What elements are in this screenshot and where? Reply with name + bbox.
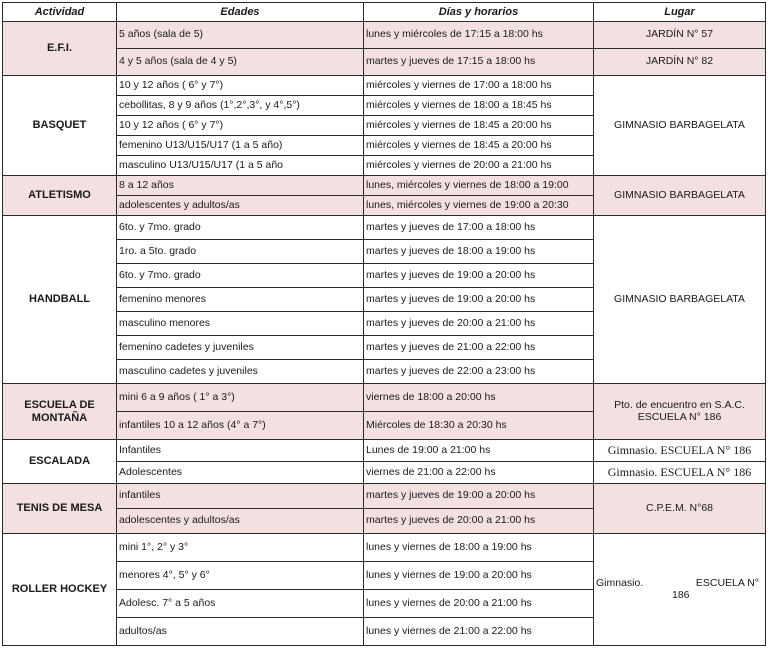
table-row (3, 49, 766, 76)
edad-cell: cebollitas, 8 y 9 años (1°,2°,3°, y 4°,5°) (117, 96, 364, 116)
edad-cell: 6to. y 7mo. grado (117, 216, 364, 240)
header-lugar: Lugar (594, 3, 766, 22)
lugar-cell: Gimnasio. ESCUELA N° 186 (594, 440, 766, 462)
horario-cell: martes y jueves de 19:00 a 20:00 hs (364, 264, 594, 288)
edad-cell: Adolescentes (117, 462, 364, 484)
edad-cell: 10 y 12 años ( 6° y 7°) (117, 76, 364, 96)
edad-cell: femenino cadetes y juveniles (117, 336, 364, 360)
table-row (3, 176, 766, 196)
lugar-cell: JARDÍN N° 82 (594, 49, 766, 76)
lugar-roller-hockey (594, 534, 766, 646)
horario-cell: martes y jueves de 18:00 a 19:00 hs (364, 240, 594, 264)
edad-cell: infantiles (117, 484, 364, 509)
lugar-atletismo: GIMNASIO BARBAGELATA (594, 176, 766, 216)
horario-cell: martes y jueves de 17:15 a 18:00 hs (364, 49, 594, 76)
lugar-basquet: GIMNASIO BARBAGELATA (594, 76, 766, 176)
horario-cell: martes y jueves de 17:00 a 18:00 hs (364, 216, 594, 240)
edad-cell: menores 4°, 5° y 6° (117, 562, 364, 590)
lugar-roller-number: 186 (672, 588, 690, 601)
edad-cell: infantiles 10 a 12 años (4° a 7°) (117, 412, 364, 440)
horario-cell: martes y jueves de 19:00 a 20:00 hs (364, 484, 594, 509)
activity-efi: E.F.I. (3, 22, 117, 76)
lugar-montana: Pto. de encuentro en S.A.C. ESCUELA N° 186 (594, 384, 766, 440)
activity-atletismo: ATLETISMO (3, 176, 117, 216)
edad-cell: Infantiles (117, 440, 364, 462)
horario-cell: miércoles y viernes de 18:45 a 20:00 hs (364, 136, 594, 156)
table-row (3, 484, 766, 509)
edad-cell: masculino cadetes y juveniles (117, 360, 364, 384)
header-dias-horarios: Días y horarios (364, 3, 594, 22)
horario-cell: martes y jueves de 19:00 a 20:00 hs (364, 288, 594, 312)
header-actividad: Actividad (3, 3, 117, 22)
edad-cell: adolescentes y adultos/as (117, 196, 364, 216)
schedule-table (2, 2, 766, 646)
edad-cell: Adolesc. 7° a 5 años (117, 590, 364, 618)
horario-cell: Lunes de 19:00 a 21:00 hs (364, 440, 594, 462)
activity-escalada: ESCALADA (3, 440, 117, 484)
activity-escuela-montana: ESCUELA DE MONTAÑA (3, 384, 117, 440)
horario-cell: viernes de 18:00 a 20:00 hs (364, 384, 594, 412)
horario-cell: martes y jueves de 21:00 a 22:00 hs (364, 336, 594, 360)
edad-cell: 1ro. a 5to. grado (117, 240, 364, 264)
edad-cell: 8 a 12 años (117, 176, 364, 196)
lugar-cell: Gimnasio. ESCUELA N° 186 (594, 462, 766, 484)
lugar-handball: GIMNASIO BARBAGELATA (594, 216, 766, 384)
table-row (3, 534, 766, 562)
horario-cell: lunes y miércoles de 17:15 a 18:00 hs (364, 22, 594, 49)
horario-cell: lunes, miércoles y viernes de 18:00 a 19:00 (364, 176, 594, 196)
activity-handball: HANDBALL (3, 216, 117, 384)
table-row (3, 384, 766, 412)
table-row (3, 216, 766, 240)
table-row (3, 22, 766, 49)
header-edades: Edades (117, 3, 364, 22)
edad-cell: femenino U13/U15/U17 (1 a 5 año) (117, 136, 364, 156)
activity-basquet: BASQUET (3, 76, 117, 176)
edad-cell: mini 6 a 9 años ( 1° a 3°) (117, 384, 364, 412)
horario-cell: miércoles y viernes de 18:00 a 18:45 hs (364, 96, 594, 116)
edad-cell: adultos/as (117, 618, 364, 646)
lugar-roller-escuela: ESCUELA N° (695, 576, 759, 589)
horario-cell: miércoles y viernes de 18:45 a 20:00 hs (364, 116, 594, 136)
horario-cell: lunes y viernes de 20:00 a 21:00 hs (364, 590, 594, 618)
edad-cell: masculino U13/U15/U17 (1 a 5 año (117, 156, 364, 176)
horario-cell: lunes, miércoles y viernes de 19:00 a 20:30 (364, 196, 594, 216)
activity-roller-hockey: ROLLER HOCKEY (3, 534, 117, 646)
horario-cell: martes y jueves de 20:00 a 21:00 hs (364, 312, 594, 336)
horario-cell: miércoles y viernes de 17:00 a 18:00 hs (364, 76, 594, 96)
edad-cell: adolescentes y adultos/as (117, 509, 364, 534)
horario-cell: lunes y viernes de 21:00 a 22:00 hs (364, 618, 594, 646)
horario-cell: miércoles y viernes de 20:00 a 21:00 hs (364, 156, 594, 176)
lugar-roller-gimnasio: Gimnasio. (596, 576, 644, 589)
horario-cell: martes y jueves de 22:00 a 23:00 hs (364, 360, 594, 384)
edad-cell: 5 años (sala de 5) (117, 22, 364, 49)
header-row (3, 3, 766, 22)
table-row (3, 440, 766, 462)
lugar-tenis: C.P.E.M. N°68 (594, 484, 766, 534)
edad-cell: mini 1°, 2° y 3° (117, 534, 364, 562)
horario-cell: viernes de 21:00 a 22:00 hs (364, 462, 594, 484)
horario-cell: martes y jueves de 20:00 a 21:00 hs (364, 509, 594, 534)
horario-cell: lunes y viernes de 18:00 a 19:00 hs (364, 534, 594, 562)
edad-cell: 10 y 12 años ( 6° y 7°) (117, 116, 364, 136)
edad-cell: 6to. y 7mo. grado (117, 264, 364, 288)
edad-cell: femenino menores (117, 288, 364, 312)
edad-cell: 4 y 5 años (sala de 4 y 5) (117, 49, 364, 76)
horario-cell: lunes y viernes de 19:00 a 20:00 hs (364, 562, 594, 590)
lugar-cell: JARDÍN N° 57 (594, 22, 766, 49)
table-row (3, 76, 766, 96)
horario-cell: Miércoles de 18:30 a 20:30 hs (364, 412, 594, 440)
activity-tenis-de-mesa: TENIS DE MESA (3, 484, 117, 534)
edad-cell: masculino menores (117, 312, 364, 336)
lugar-roller-line1 (596, 578, 763, 590)
table-row (3, 462, 766, 484)
